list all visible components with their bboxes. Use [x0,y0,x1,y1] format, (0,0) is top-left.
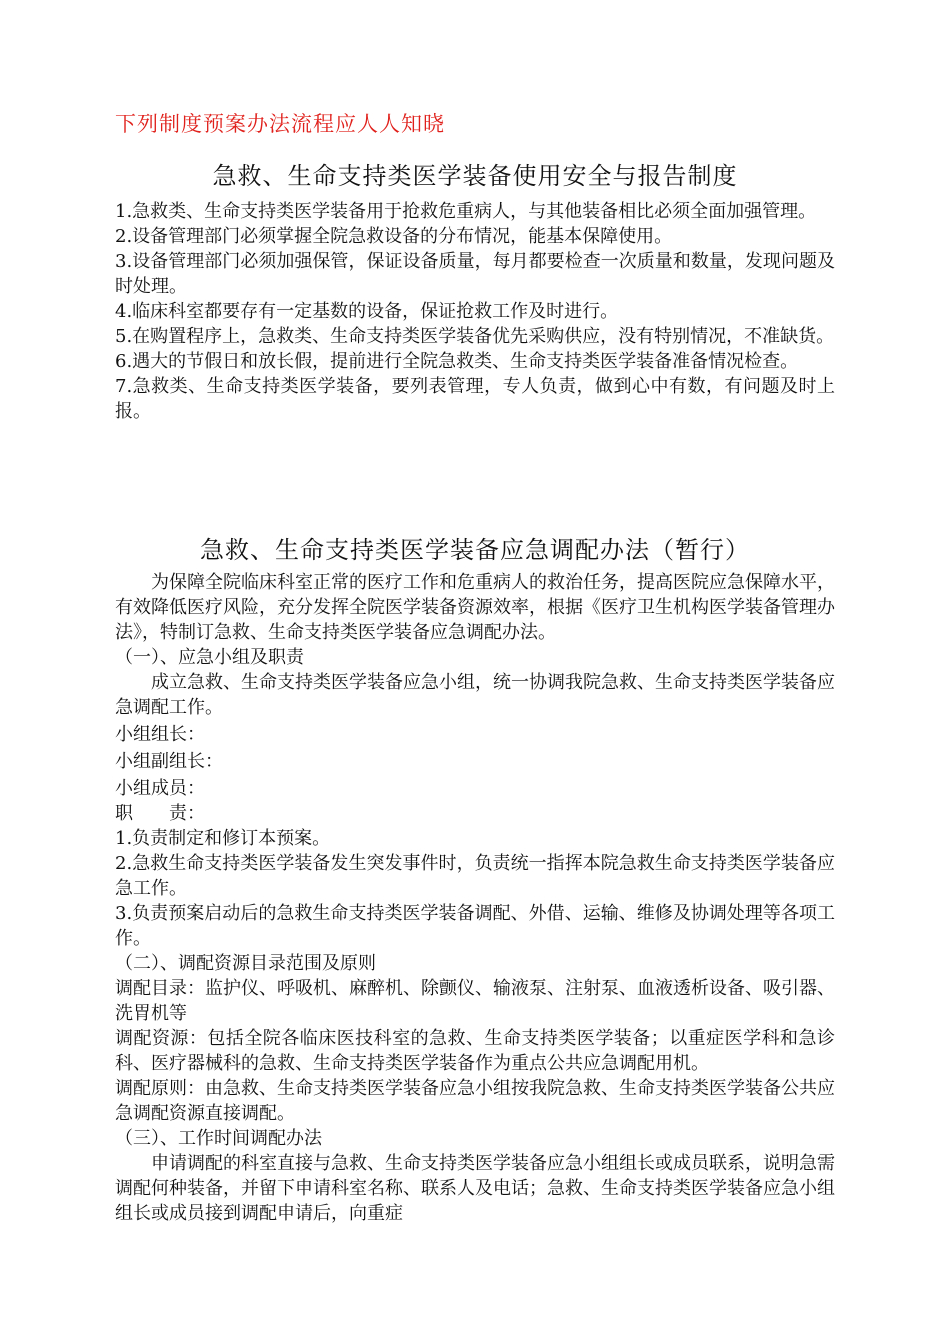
duties-label: 职 责： [115,803,205,824]
doc1-item-2: 2.设备管理部门必须掌握全院急救设备的分布情况，能基本保障使用。 [115,226,673,247]
members-line: 小组成员： [115,778,205,799]
sec1-heading: （一）、应急小组及职责 [115,647,304,668]
sec1-body: 成立急救、生命支持类医学装备应急小组，统一协调我院急救、生命支持类医学装备应急调配工作。 [115,672,835,718]
doc1-item-4: 4.临床科室都要存有一定基数的设备，保证抢救工作及时进行。 [115,301,619,322]
doc1-title: 急救、生命支持类医学装备使用安全与报告制度 [212,162,738,190]
sec3-heading: （三）、工作时间调配办法 [115,1128,322,1149]
doc1-item-5: 5.在购置程序上，急救类、生命支持类医学装备优先采购供应，没有特别情况，不准缺货。 [115,326,835,347]
duty-item-3: 3.负责预案启动后的急救生命支持类医学装备调配、外借、运输、维修及协调处理等各项工作。 [115,903,835,949]
doc1-item-7: 7.急救类、生命支持类医学装备，要列表管理，专人负责，做到心中有数，有问题及时上报。 [115,376,835,422]
duty-item-1: 1.负责制定和修订本预案。 [115,828,331,849]
doc2-body [115,570,835,1226]
duty-item-2: 2.急救生命支持类医学装备发生突发事件时，负责统一指挥本院急救生命支持类医学装备应急工作。 [115,853,835,899]
doc1-item-3: 3.设备管理部门必须加强保管，保证设备质量，每月都要检查一次质量和数量，发现问题及时处理。 [115,251,835,297]
doc1-item-1: 1.急救类、生命支持类医学装备用于抢救危重病人，与其他装备相比必须全面加强管理。 [115,201,817,222]
doc1-item-6: 6.遇大的节假日和放长假，提前进行全院急救类、生命支持类医学装备准备情况检查。 [115,351,799,372]
sec2-resources: 调配资源：包括全院各临床医技科室的急救、生命支持类医学装备；以重症医学科和急诊科、医疗器械科的急救、生命支持类医学装备作为重点公共应急调配用机。 [115,1028,835,1074]
vice-leader-line: 小组副组长： [115,751,223,772]
sec2-catalog: 调配目录：监护仪、呼吸机、麻醉机、除颤仪、输液泵、注射泵、血液透析设备、吸引器、洗胃机等 [115,978,835,1024]
sec2-principle: 调配原则：由急救、生命支持类医学装备应急小组按我院急救、生命支持类医学装备公共应急调配资源直接调配。 [115,1078,835,1124]
leader-line: 小组组长： [115,724,205,745]
doc2-intro: 为保障全院临床科室正常的医疗工作和危重病人的救治任务，提高医院应急保障水平，有效降低医疗风险，充分发挥全院医学装备资源效率，根据《医疗卫生机构医学装备管理办法》，特制订急救、生命支持类医学装备应急调配办法。 [115,572,835,643]
doc1-body [115,199,835,424]
sec2-heading: （二）、调配资源目录范围及原则 [115,953,376,974]
sec3-body: 申请调配的科室直接与急救、生命支持类医学装备应急小组组长或成员联系，说明急需调配何种装备，并留下申请科室名称、联系人及电话；急救、生命支持类医学装备应急小组组长或成员接到调配申请后，向重症 [115,1153,835,1224]
doc2-title: 急救、生命支持类医学装备应急调配办法（暂行） [200,536,750,564]
notice-heading: 下列制度预案办法流程应人人知晓 [115,112,445,136]
